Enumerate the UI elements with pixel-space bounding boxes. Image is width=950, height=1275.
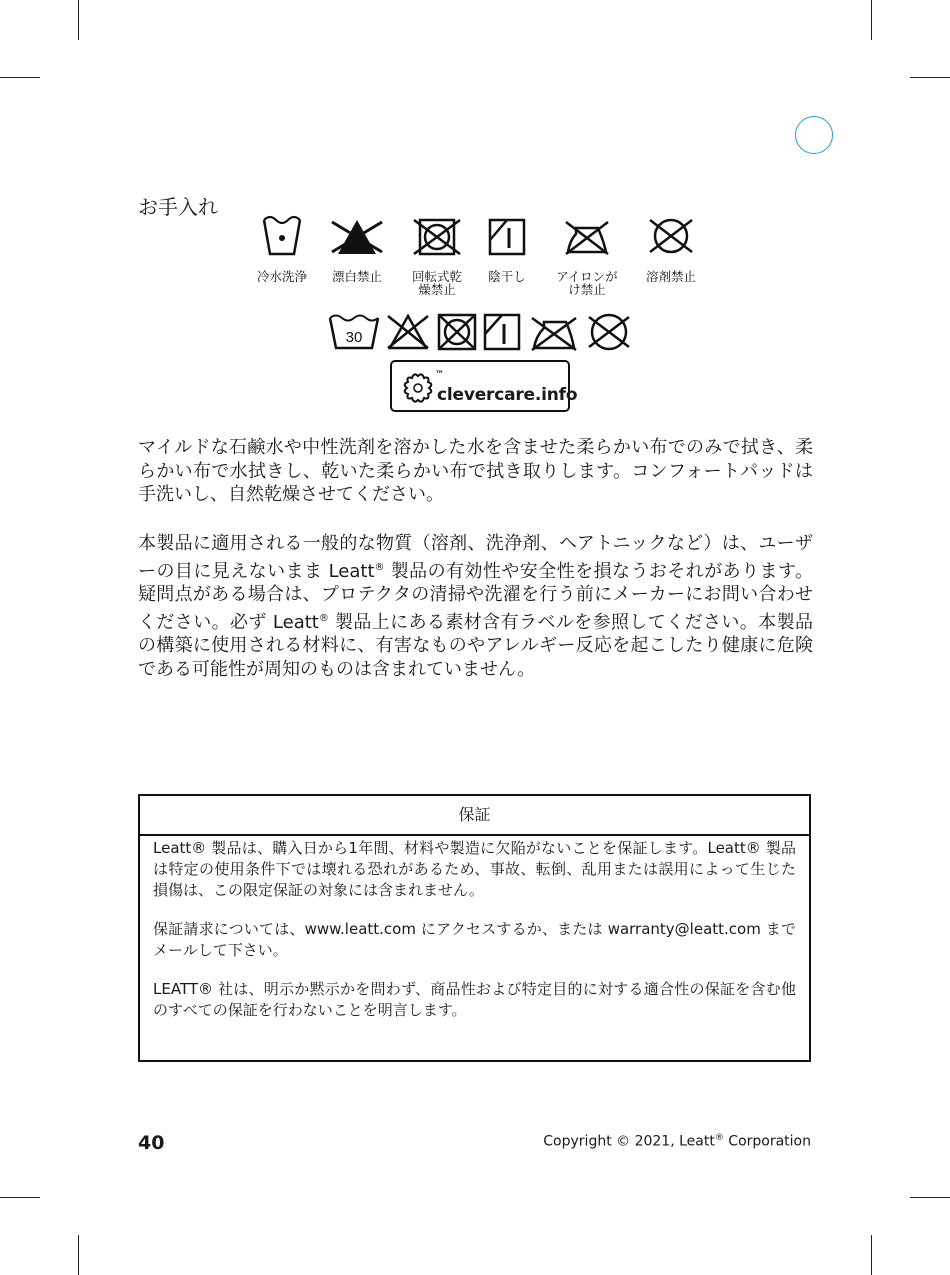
paragraph-text: 本製品に適用される一般的な物質（溶剤、洗浄剤、ヘアトニックなど）は、ユーザーの目に見えないまま Leatt xyxy=(138,533,813,582)
no-dry-clean-icon xyxy=(646,214,696,258)
clevercare-text: clevercare.info xyxy=(437,385,578,405)
warranty-claim-paragraph: 保証請求については、www.leatt.com にアクセスするか、または warranty@leatt.com までメールして下さい。 xyxy=(153,920,796,959)
copyright-text: Corporation xyxy=(723,1133,811,1150)
care-symbols-row xyxy=(0,214,950,304)
crop-mark xyxy=(78,1235,79,1275)
registered-mark: ® xyxy=(374,561,385,573)
care-symbol-tumble xyxy=(397,214,477,296)
clevercare-badge xyxy=(390,360,578,412)
warranty-title: 保証 xyxy=(140,796,809,836)
warranty-paragraph: Leatt® 製品は、購入日から1年間、材料や製造に欠陥がないことを保証します。Leatt® 製品は特定の使用条件下では壊れる恐れがあるため、事故、転倒、乱用または誤用によって生じた損傷は、この限定保証の対象には含まれません。 xyxy=(153,839,796,899)
care-label: 溶剤禁止 xyxy=(645,269,696,284)
wash-temperature: 30 xyxy=(345,329,363,346)
crop-mark xyxy=(78,0,79,40)
care-label: 漂白禁止 xyxy=(331,269,382,284)
registration-circle-icon xyxy=(795,116,833,154)
care-section-title: お手入れ xyxy=(138,194,218,219)
no-iron-icon xyxy=(528,312,580,352)
crop-mark xyxy=(910,1197,950,1198)
care-label: アイロンがけ禁止 xyxy=(556,269,618,297)
no-iron-icon xyxy=(562,214,612,258)
care-instructions-paragraph: マイルドな石鹸水や中性洗剤を溶かした水を含ませた柔らかい布でのみで拭き、柔らかい布で水拭きし、乾いた柔らかい布で拭き取りします。コンフォートパッドは手洗いし、自然乾燥させてください。 xyxy=(138,437,813,505)
crop-mark xyxy=(0,1197,40,1198)
copyright-text: Copyright © 2021, Leatt xyxy=(543,1133,715,1150)
warranty-disclaimer-paragraph: LEATT® 社は、明示か黙示かを問わず、商品性および特定目的に対する適合性の保証を含む他のすべての保証を行わないことを明言します。 xyxy=(153,980,796,1019)
page-number: 40 xyxy=(138,1132,165,1154)
substances-warning-paragraph xyxy=(138,532,813,681)
no-bleach-icon xyxy=(330,214,384,258)
no-tumble-dry-icon xyxy=(434,312,480,352)
trademark-mark: ™ xyxy=(435,370,444,380)
crop-mark xyxy=(0,77,40,78)
no-bleach-icon xyxy=(384,312,432,352)
warranty-body xyxy=(140,836,809,1021)
crop-mark xyxy=(871,1235,872,1275)
care-label: 回転式乾燥禁止 xyxy=(411,269,462,297)
crop-mark xyxy=(910,77,950,78)
dry-in-shade-icon xyxy=(482,312,522,352)
registered-mark: ® xyxy=(318,612,329,624)
care-label: 冷水洗浄 xyxy=(256,269,307,284)
care-symbol-solvent xyxy=(631,214,711,283)
care-symbol-bleach xyxy=(317,214,397,283)
warranty-box xyxy=(138,794,811,1062)
paragraph-text: 製品の有効性や安全性を損なうおそれがあります。疑問点がある場合は、プロテクタの清掃や洗濯を行う前にメーカーにお問い合わせください。必ず Leatt xyxy=(138,560,813,633)
paragraph-text: 製品上にある素材含有ラベルを参照してください。本製品の構築に使用される材料に、有害なものやアレルギー反応を起こしたり健康に危険である可能性が周知のものは含まれていません。 xyxy=(138,611,813,680)
wash-cold-icon xyxy=(262,214,302,258)
registered-mark: ® xyxy=(714,1133,724,1143)
flower-icon xyxy=(402,372,434,404)
dry-in-shade-icon xyxy=(487,214,527,258)
copyright xyxy=(543,1133,811,1150)
crop-mark xyxy=(871,0,872,40)
care-label: 陰干し xyxy=(488,269,526,284)
care-symbol-shade xyxy=(467,214,547,283)
care-symbol-wash xyxy=(242,214,322,283)
no-tumble-dry-icon xyxy=(412,214,462,258)
no-dry-clean-icon xyxy=(584,312,634,352)
care-symbols-compact-row xyxy=(328,312,638,352)
care-symbol-iron xyxy=(547,214,627,296)
wash-30-icon xyxy=(328,312,380,352)
